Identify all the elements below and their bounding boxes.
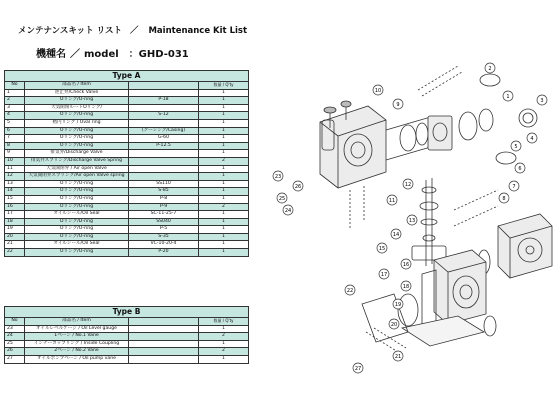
- part-qty: 1: [199, 249, 249, 257]
- table-row: [5, 203, 249, 211]
- callout-number: 9: [396, 101, 400, 108]
- part-number: 12: [5, 173, 25, 181]
- part-name: Oリング/O-ring: [25, 226, 129, 234]
- part-number: 27: [5, 355, 25, 363]
- part-name: 排気弁/Discharge Valve: [25, 150, 129, 158]
- part-spec: S-35: [129, 233, 199, 241]
- model-label-jp: 機種名: [36, 49, 66, 60]
- part-qty: 1: [199, 150, 249, 158]
- part-qty: 1: [199, 241, 249, 249]
- part-qty: 2: [199, 333, 249, 341]
- part-spec: P-9: [129, 203, 199, 211]
- table-row: [5, 233, 249, 241]
- part-spec: P-18: [129, 97, 199, 105]
- part-number: 16: [5, 203, 25, 211]
- table-row: [5, 89, 249, 97]
- table-row: [5, 188, 249, 196]
- type-a-rows: [5, 89, 249, 256]
- col-spec: [129, 82, 199, 90]
- part-number: 21: [5, 241, 25, 249]
- callout-16: [401, 259, 411, 269]
- part-name: Oリング/O-ring: [25, 249, 129, 257]
- part-number: 6: [5, 127, 25, 135]
- table-row: [5, 325, 249, 333]
- part-spec: [129, 333, 199, 341]
- part-number: 5: [5, 119, 25, 127]
- part-name: オイルポンプベーン / Oil pump vane: [25, 355, 129, 363]
- part-number: 10: [5, 157, 25, 165]
- callout-18: [401, 281, 411, 291]
- part-qty: 1: [199, 218, 249, 226]
- col-no: No: [5, 82, 25, 90]
- callout-number: 23: [274, 173, 282, 180]
- callout-number: 19: [394, 301, 402, 308]
- callout-15: [377, 243, 387, 253]
- part-qty: 1: [199, 188, 249, 196]
- callout-4: [527, 133, 537, 143]
- part-qty: 1: [199, 233, 249, 241]
- callout-3: [537, 95, 547, 105]
- table-row: [5, 340, 249, 348]
- type-b-title: Type B: [5, 307, 249, 318]
- part-qty: 1: [199, 135, 249, 143]
- table-row: [5, 180, 249, 188]
- col-spec: [129, 318, 199, 326]
- part-spec: [129, 173, 199, 181]
- table-row: [5, 226, 249, 234]
- part-qty: 2: [199, 157, 249, 165]
- part-qty: 2: [199, 203, 249, 211]
- part-qty: 1: [199, 211, 249, 219]
- callout-22: [345, 285, 355, 295]
- part-name: インナーカップリング / Inside Coupling: [25, 340, 129, 348]
- table-row: [5, 241, 249, 249]
- part-name: 楕円リング / Oval ring: [25, 119, 129, 127]
- callout-number: 20: [390, 321, 398, 328]
- table-row: [5, 355, 249, 363]
- part-spec: [129, 89, 199, 97]
- callout-number: 7: [512, 183, 516, 190]
- part-spec: P-8: [129, 195, 199, 203]
- part-number: 17: [5, 211, 25, 219]
- callout-number: 11: [388, 197, 396, 204]
- pump-body-drawing: [362, 250, 496, 352]
- table-row: [5, 135, 249, 143]
- part-name: Oリング/O-ring: [25, 203, 129, 211]
- type-b-rows: [5, 325, 249, 363]
- part-number: 1: [5, 89, 25, 97]
- callout-27: [353, 363, 363, 373]
- callout-number: 24: [284, 207, 292, 214]
- part-spec: [129, 150, 199, 158]
- part-qty: 1: [199, 173, 249, 181]
- part-number: 2: [5, 97, 25, 105]
- part-qty: 1: [199, 89, 249, 97]
- callout-number: 4: [530, 135, 534, 142]
- part-qty: 1: [199, 165, 249, 173]
- callout-number: 16: [402, 261, 410, 268]
- part-name: Oリング/O-ring: [25, 135, 129, 143]
- table-row: [5, 249, 249, 257]
- part-name: Dリング/D-ring: [25, 218, 129, 226]
- part-number: 22: [5, 249, 25, 257]
- part-qty: 1: [199, 142, 249, 150]
- callout-1: [503, 91, 513, 101]
- callout-number: 27: [354, 365, 362, 372]
- part-name: 大気開閉弁 / Air open Valve: [25, 165, 129, 173]
- part-spec: S-85: [129, 188, 199, 196]
- part-qty: 1: [199, 97, 249, 105]
- callout-number: 1: [506, 93, 510, 100]
- callout-number: 15: [378, 245, 386, 252]
- callout-24: [283, 205, 293, 215]
- col-item: 部品名 / Item: [25, 82, 129, 90]
- part-number: 19: [5, 226, 25, 234]
- part-name: 逆止弁/Check Valve: [25, 89, 129, 97]
- callout-number: 10: [374, 87, 382, 94]
- part-number: 4: [5, 112, 25, 120]
- part-spec: P-5: [129, 226, 199, 234]
- part-number: 24: [5, 333, 25, 341]
- motor-drawing: [478, 214, 552, 278]
- part-qty: 1: [199, 355, 249, 363]
- callout-number: 12: [404, 181, 412, 188]
- part-name: 大気開閉弁スプリング/Air open Valve spring: [25, 173, 129, 181]
- part-name: オイルシール/Oil Seal: [25, 211, 129, 219]
- callout-5: [511, 141, 521, 151]
- part-qty: 1: [199, 112, 249, 120]
- part-spec: [129, 325, 199, 333]
- part-name: Oリング/O-ring: [25, 188, 129, 196]
- callout-number: 8: [502, 195, 506, 202]
- part-qty: 1: [199, 119, 249, 127]
- table-row: [5, 150, 249, 158]
- callout-12: [403, 179, 413, 189]
- part-name: オイルシール/Oil Seal: [25, 241, 129, 249]
- part-name: 2ベーン / No.2 Vane: [25, 348, 129, 356]
- part-qty: 1: [199, 226, 249, 234]
- part-number: 25: [5, 340, 25, 348]
- part-qty: 1: [199, 195, 249, 203]
- table-row: [5, 97, 249, 105]
- table-row: [5, 157, 249, 165]
- table-row: [5, 165, 249, 173]
- part-qty: 1: [199, 104, 249, 112]
- part-number: 18: [5, 218, 25, 226]
- callout-13: [407, 215, 417, 225]
- model-value: ：GHD-031: [128, 49, 189, 60]
- callout-19: [393, 299, 403, 309]
- part-name: Oリング/O-ring: [25, 195, 129, 203]
- model-line: [36, 45, 189, 60]
- callout-23: [273, 171, 283, 181]
- col-item: 部品名 / Item: [25, 318, 129, 326]
- part-name: 大気開閉ルートOリング/: [25, 104, 129, 112]
- callout-number: 14: [392, 231, 400, 238]
- part-number: 23: [5, 325, 25, 333]
- part-name: Oリング/O-ring: [25, 180, 129, 188]
- kit-list-title: [18, 24, 247, 36]
- callout-7: [509, 181, 519, 191]
- type-b-table: [4, 306, 249, 364]
- part-qty: 1: [199, 180, 249, 188]
- part-name: Oリング/O-ring: [25, 112, 129, 120]
- table-row: [5, 112, 249, 120]
- part-number: 26: [5, 348, 25, 356]
- title-jp: メンテナンスキット リスト: [18, 26, 122, 36]
- table-row: [5, 119, 249, 127]
- part-number: 15: [5, 195, 25, 203]
- type-a-table: [4, 70, 249, 257]
- part-spec: [129, 355, 199, 363]
- col-no: No: [5, 318, 25, 326]
- callout-number: 3: [540, 97, 544, 104]
- callout-number: 26: [294, 183, 302, 190]
- callout-number: 13: [408, 217, 416, 224]
- callout-9: [393, 99, 403, 109]
- part-qty: 1: [199, 340, 249, 348]
- part-number: 14: [5, 188, 25, 196]
- part-spec: G-60: [129, 135, 199, 143]
- title-en: Maintenance Kit List: [148, 26, 248, 36]
- part-number: 13: [5, 180, 25, 188]
- part-spec: SS110: [129, 180, 199, 188]
- part-number: 20: [5, 233, 25, 241]
- part-spec: [129, 340, 199, 348]
- part-spec: (クーシング/Casing): [129, 127, 199, 135]
- part-name: Oリング/O-ring: [25, 142, 129, 150]
- table-row: [5, 348, 249, 356]
- col-qty: 数量 / Q'ty: [199, 82, 249, 90]
- callout-number: 22: [346, 287, 354, 294]
- part-spec: SS040: [129, 218, 199, 226]
- model-label-en: model: [84, 49, 119, 60]
- part-number: 9: [5, 150, 25, 158]
- table-row: [5, 104, 249, 112]
- part-name: Oリング/O-ring: [25, 127, 129, 135]
- exploded-view-diagram: [258, 60, 556, 404]
- shaft-assembly-drawing: [412, 178, 498, 266]
- part-spec: P-20: [129, 249, 199, 257]
- part-spec: SC-11-25-7: [129, 211, 199, 219]
- table-row: [5, 333, 249, 341]
- type-a-title: Type A: [5, 71, 249, 82]
- title-separator: ／: [129, 26, 139, 36]
- callout-21: [393, 351, 403, 361]
- callout-6: [515, 163, 525, 173]
- callout-14: [391, 229, 401, 239]
- table-row: [5, 195, 249, 203]
- part-spec: [129, 348, 199, 356]
- part-qty: 2: [199, 348, 249, 356]
- callout-number: 18: [402, 283, 410, 290]
- part-name: オイルレベルゲージ / Oil Level gauge: [25, 325, 129, 333]
- table-row: [5, 211, 249, 219]
- part-name: 1ベーン / No.1 Vane: [25, 333, 129, 341]
- part-name: 排気弁スプリング/Discharge Valve Spring: [25, 157, 129, 165]
- table-row: [5, 218, 249, 226]
- part-spec: P-12.5: [129, 142, 199, 150]
- callout-number: 25: [278, 195, 286, 202]
- table-row: [5, 173, 249, 181]
- part-name: Oリング/O-ring: [25, 97, 129, 105]
- callout-number: 5: [514, 143, 518, 150]
- callout-number: 21: [394, 353, 402, 360]
- callout-11: [387, 195, 397, 205]
- callout-8: [499, 193, 509, 203]
- table-row: [5, 142, 249, 150]
- model-separator: ／: [70, 49, 80, 60]
- callout-20: [389, 319, 399, 329]
- part-name: Oリング/O-ring: [25, 233, 129, 241]
- callout-17: [379, 269, 389, 279]
- part-number: 11: [5, 165, 25, 173]
- callout-26: [293, 181, 303, 191]
- part-qty: 1: [199, 325, 249, 333]
- callout-10: [373, 85, 383, 95]
- part-number: 7: [5, 135, 25, 143]
- col-qty: 数量 / Q'ty: [199, 318, 249, 326]
- part-qty: 1: [199, 127, 249, 135]
- callout-2: [485, 63, 495, 73]
- part-spec: [129, 104, 199, 112]
- part-spec: [129, 165, 199, 173]
- callout-number: 2: [488, 65, 492, 72]
- callout-number: 17: [380, 271, 388, 278]
- part-spec: VC-10-20-4: [129, 241, 199, 249]
- part-number: 8: [5, 142, 25, 150]
- part-spec: S-12: [129, 112, 199, 120]
- part-number: 3: [5, 104, 25, 112]
- top-assembly-drawing: [320, 66, 537, 228]
- table-row: [5, 127, 249, 135]
- callout-number: 6: [518, 165, 522, 172]
- part-spec: [129, 119, 199, 127]
- part-spec: [129, 157, 199, 165]
- callout-25: [277, 193, 287, 203]
